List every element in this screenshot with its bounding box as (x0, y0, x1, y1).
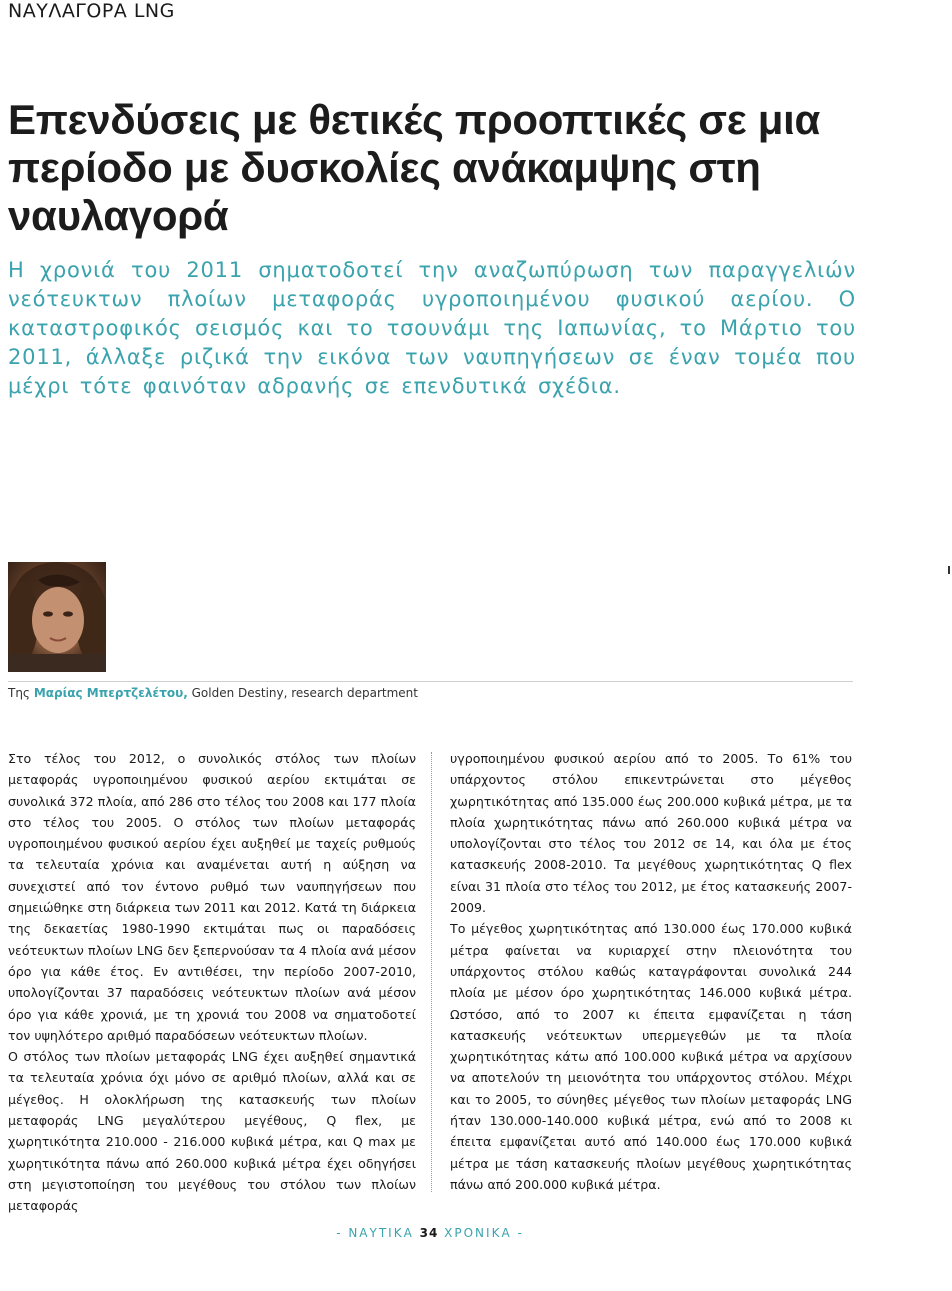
author-affiliation: Golden Destiny, research department (191, 686, 418, 700)
page-edge-mark (948, 566, 950, 574)
body-paragraph: Στο τέλος του 2012, ο συνολικός στόλος των πλοίων μεταφοράς υγροποιημένου φυσικού αερίου εκτιμάται σε συνολικά 372 πλοία, από 286 στο τέλος του 2008 και 177 πλοία στο τέλος του 2005. Ο στόλος των πλοίων μεταφοράς υγροποιημένου φυσικού αερίου έχει αυξηθεί με ταχείς ρυθμούς τα τελευταία χρόνια και αναμένεται αυτή η αύξηση να συνεχιστεί από τον έντονο ρυθμό των ναυπηγήσεων που σημειώθηκε στη διάρκεια των 2011 και 2012. Κατά τη διάρκεια της δεκαετίας 1980-1990 εκτιμάται πως οι παραδόσεις νεότευκτων πλοίων LNG δεν ξεπερνούσαν τα 4 πλοία ανά μέσον όρο για κάθε έτος. Εν αντιθέσει, την περίοδο 2007-2010, υπολογίζονται 37 παραδόσεις νεότευκτων πλοίων ανά μέσον όρο για κάθε χρονιά, με τη χρονιά του 2008 να σηματοδοτεί τον υψηλότερο αριθμό παραδόσεων νεότευκτων πλοίων. (8, 751, 416, 1043)
author-photo (8, 562, 106, 672)
page-footer (0, 1226, 860, 1240)
page-number: 34 (419, 1226, 439, 1240)
byline-divider (8, 681, 853, 682)
section-label: ΝΑΥΛΑΓΟΡΑ LNG (8, 0, 175, 22)
article-headline: Επενδύσεις με θετικές προοπτικές σε μια περίοδο με δυσκολίες ανάκαμψης στη ναυλαγορά (8, 96, 820, 239)
footer-magazine-prefix: - ΝΑΥΤΙΚΑ (336, 1226, 414, 1240)
byline-prefix: Της (8, 686, 30, 700)
column-divider (431, 752, 432, 1192)
footer-magazine-suffix: ΧΡΟΝΙΚΑ - (444, 1226, 524, 1240)
body-paragraph: Ο στόλος των πλοίων μεταφοράς LNG έχει αυξηθεί σημαντικά τα τελευταία χρόνια όχι μόνο σε αριθμό πλοίων, αλλά και σε μέγεθος. Η ολοκλήρωση της κατασκευής των πλοίων μεταφοράς LNG μεγαλύτερου μεγέθους, Q flex, με χωρητικότητα 210.000 - 216.000 κυβικά μέτρα, και Q max με χωρητικότητα πάνω από 260.000 κυβικά μέτρα έχει οδηγήσει στη μεγιστοποίηση του μεγέθους του στόλου των πλοίων μεταφοράς (8, 1049, 416, 1214)
body-column-left (8, 748, 416, 1217)
author-portrait-icon (8, 562, 106, 672)
author-name: Μαρίας Μπερτζελέτου, (33, 686, 188, 700)
article-lead: Η χρονιά του 2011 σηματοδοτεί την αναζωπύρωση των παραγγελιών νεότευκτων πλοίων μεταφοράς υγροποιημένου φυσικού αερίου. Ο καταστροφικός σεισμός και το τσουνάμι της Ιαπωνίας, το Μάρτιο του 2011, άλλαξε ριζικά την εικόνα των ναυπηγήσεων σε έναν τομέα που μέχρι τότε φαινόταν αδρανής σε επενδυτικά σχέδια. (8, 258, 856, 398)
body-column-right (450, 748, 852, 1195)
body-paragraph: υγροποιημένου φυσικού αερίου από το 2005. Το 61% του υπάρχοντος στόλου επικεντρώνεται στο μέγεθος χωρητικότητας από 135.000 έως 200.000 κυβικά μέτρα, με τα πλοία χωρητικότητας πάνω από 260.000 κυβικά μέτρα να υπολογίζονται στο τέλος του 2012 σε 14, και όλα με έτος κατασκευής 2008-2010. Τα μεγέθους χωρητικότητας Q flex είναι 31 πλοία στο τέλος του 2012, με έτος κατασκευής 2007-2009. (450, 751, 852, 916)
byline (8, 686, 853, 700)
body-paragraph: Το μέγεθος χωρητικότητας από 130.000 έως 170.000 κυβικά μέτρα φαίνεται να κυριαρχεί στην πλειονότητα του υπάρχοντος στόλου καθώς καταγράφονται συνολικά 244 πλοία με μέσον όρο χωρητικότητας 146.000 κυβικά μέτρα. Ωστόσο, από το 2007 κι έπειτα εμφανίζεται η τάση κατασκευής νεότευκτων υπερμεγεθών με τα πλοία χωρητικότητας κάτω από 100.000 κυβικά μέτρα να αρχίσουν να αποτελούν τη μειονότητα του υπάρχοντος στόλου. Μέχρι και το 2005, το σύνηθες μέγεθος των πλοίων μεταφοράς LNG ήταν 130.000-140.000 κυβικά μέτρα, ενώ από το 2008 κι έπειτα εμφανίζεται αυτό από 140.000 έως 170.000 κυβικά μέτρα με τάση κατασκευής πλοίων μεγέθους χωρητικότητας πάνω από 200.000 κυβικά μέτρα. (450, 921, 852, 1192)
